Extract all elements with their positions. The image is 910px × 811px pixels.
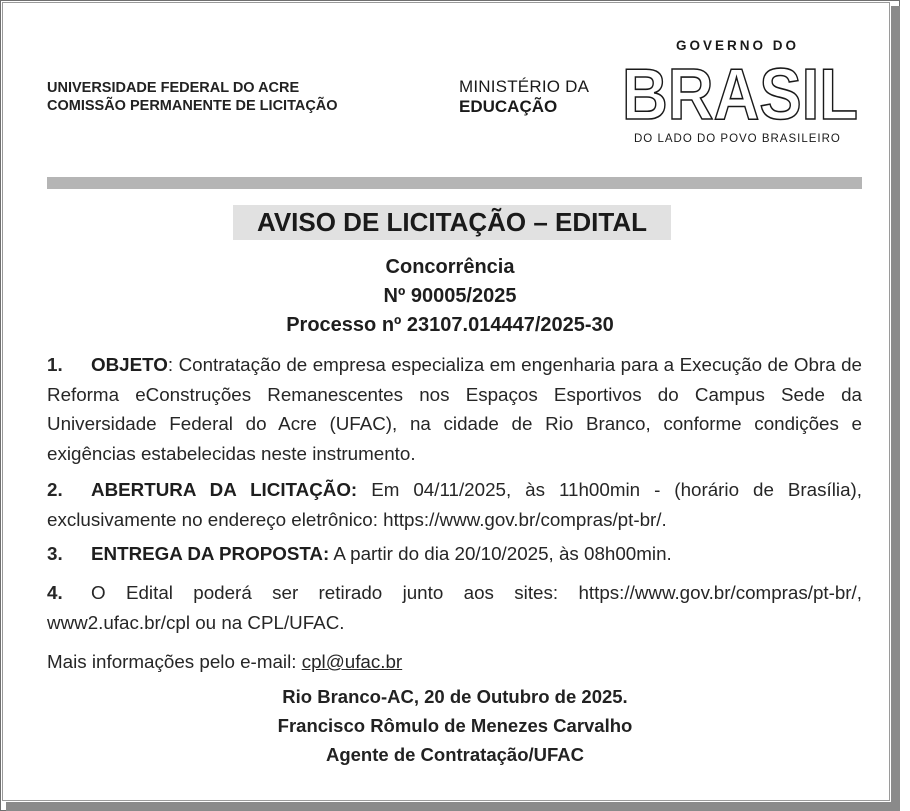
notice-number: Nº 90005/2025 xyxy=(383,285,517,307)
item-text: : Contratação de empresa especializa em engenharia para a Execução de Obra de Reforma eConstruções Remanescentes nos Espaços Esportivos do Campus Sede da Universidade Federal do Acre (UFAC), na cidade de Rio Branco, conforme condições e exigências estabelecidas neste instrumento. xyxy=(47,354,862,464)
frame-shadow-bottom xyxy=(6,802,900,811)
contact-line xyxy=(47,647,862,677)
place-date: Rio Branco-AC, 20 de Outubro de 2025. xyxy=(282,686,628,707)
org-university: UNIVERSIDADE FEDERAL DO ACRE xyxy=(47,80,300,96)
item-objeto xyxy=(47,350,862,468)
item-text: O Edital poderá ser retirado junto aos sites: https://www.gov.br/compras/pt-br/, www2.ufac.br/cpl ou na CPL/UFAC. xyxy=(47,582,862,633)
item-text: A partir do dia 20/10/2025, às 08h00min. xyxy=(329,543,672,564)
ministry-line2: EDUCAÇÃO xyxy=(459,97,558,116)
notice-title: AVISO DE LICITAÇÃO – EDITAL xyxy=(233,205,671,240)
item-text: Em 04/11/2025, às 11h00min - (horário de Brasília), exclusivamente no endereço eletrônico: https://www.gov.br/compras/pt-br/. xyxy=(47,479,862,530)
modality: Concorrência xyxy=(385,256,515,278)
item-number: 4. xyxy=(47,582,63,603)
item-label: ABERTURA DA LICITAÇÃO: xyxy=(91,479,358,500)
ministry-line1: MINISTÉRIO DA xyxy=(459,77,590,96)
gov-logo-top: GOVERNO DO xyxy=(676,38,800,53)
item-label: ENTREGA DA PROPOSTA: xyxy=(91,543,330,564)
item-abertura xyxy=(47,475,862,534)
contact-text: Mais informações pelo e-mail: xyxy=(47,651,302,672)
item-number: 3. xyxy=(47,543,63,564)
item-label: OBJETO xyxy=(91,354,168,375)
item-number: 1. xyxy=(47,354,63,375)
gov-logo-slogan: DO LADO DO POVO BRASILEIRO xyxy=(634,133,841,145)
signer-role: Agente de Contratação/UFAC xyxy=(325,744,584,765)
organization-block xyxy=(47,79,338,115)
contact-email-link[interactable]: cpl@ufac.br xyxy=(301,651,403,672)
item-entrega xyxy=(47,539,862,569)
item-number: 2. xyxy=(47,479,63,500)
header-divider xyxy=(47,177,862,189)
gov-brasil-wordmark: BRASIL xyxy=(622,55,858,135)
signer-name: Francisco Rômulo de Menezes Carvalho xyxy=(277,715,633,736)
gov-brasil-logo xyxy=(620,55,860,135)
org-commission: COMISSÃO PERMANENTE DE LICITAÇÃO xyxy=(47,98,338,114)
process-number: Processo nº 23107.014447/2025-30 xyxy=(286,314,614,336)
item-edital xyxy=(47,578,862,637)
ministry-logo xyxy=(459,77,589,117)
